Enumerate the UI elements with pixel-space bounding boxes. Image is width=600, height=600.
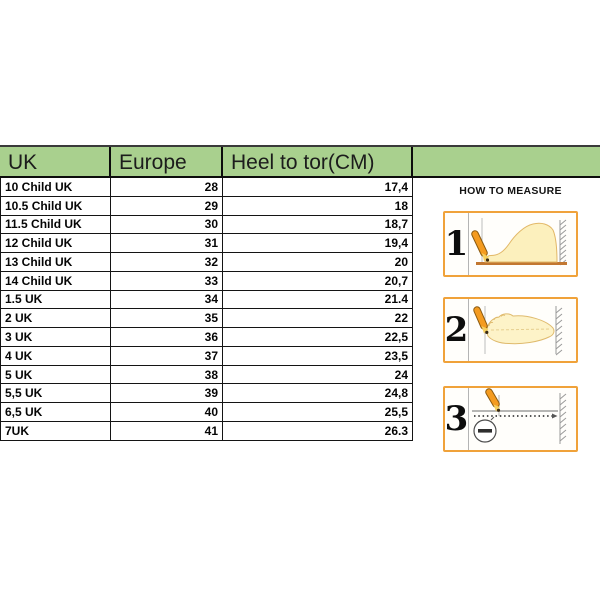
table-row <box>1 366 413 385</box>
table-row <box>1 216 413 235</box>
heel-length-cell: 22 <box>223 309 413 327</box>
ruler-measure-icon <box>469 388 576 450</box>
table-row <box>1 197 413 216</box>
size-table-body <box>0 178 413 441</box>
heel-length-cell: 18 <box>223 197 413 215</box>
europe-size-cell: 34 <box>111 291 223 309</box>
how-to-measure-title: HOW TO MEASURE <box>459 185 562 197</box>
europe-size-cell: 28 <box>111 178 223 196</box>
uk-size-cell: 1.5 UK <box>1 291 111 309</box>
uk-size-cell: 14 Child UK <box>1 272 111 290</box>
uk-size-cell: 11.5 Child UK <box>1 216 111 234</box>
pencil-icon <box>489 392 500 412</box>
table-row <box>1 384 413 403</box>
europe-size-cell: 30 <box>111 216 223 234</box>
step-number: 1 <box>445 213 469 275</box>
europe-size-cell: 36 <box>111 328 223 346</box>
europe-size-cell: 38 <box>111 366 223 384</box>
europe-size-cell: 31 <box>111 234 223 252</box>
uk-size-cell: 4 UK <box>1 347 111 365</box>
heel-length-cell: 23,5 <box>223 347 413 365</box>
heel-length-cell: 19,4 <box>223 234 413 252</box>
heel-length-cell: 18,7 <box>223 216 413 234</box>
heel-length-cell: 20,7 <box>223 272 413 290</box>
europe-size-cell: 41 <box>111 422 223 440</box>
measure-step-3-illustration <box>469 388 576 450</box>
heel-length-cell: 17,4 <box>223 178 413 196</box>
heel-length-cell: 20 <box>223 253 413 271</box>
measure-step-3-box <box>443 386 578 452</box>
header-heel-to-toe: Heel to tor(CM) <box>223 147 413 176</box>
table-row <box>1 328 413 347</box>
europe-size-cell: 37 <box>111 347 223 365</box>
uk-size-cell: 5 UK <box>1 366 111 384</box>
table-row <box>1 234 413 253</box>
foot-side-measure-icon <box>469 213 576 275</box>
table-row <box>1 178 413 197</box>
measure-step-2-box <box>443 297 578 363</box>
measure-step-1-box <box>443 211 578 277</box>
table-row <box>1 403 413 422</box>
header-europe: Europe <box>111 147 223 176</box>
heel-length-cell: 26.3 <box>223 422 413 440</box>
heel-length-cell: 21.4 <box>223 291 413 309</box>
uk-size-cell: 12 Child UK <box>1 234 111 252</box>
step-number: 2 <box>445 299 469 361</box>
size-table-header <box>0 145 600 178</box>
uk-size-cell: 6,5 UK <box>1 403 111 421</box>
header-filler-cell <box>413 147 600 176</box>
uk-size-cell: 10.5 Child UK <box>1 197 111 215</box>
table-row <box>1 347 413 366</box>
table-row <box>1 309 413 328</box>
table-row <box>1 291 413 310</box>
heel-length-cell: 24,8 <box>223 384 413 402</box>
measure-step-1-illustration <box>469 213 576 275</box>
foot-top-measure-icon <box>469 299 576 361</box>
uk-size-cell: 3 UK <box>1 328 111 346</box>
europe-size-cell: 40 <box>111 403 223 421</box>
europe-size-cell: 29 <box>111 197 223 215</box>
measure-step-2-illustration <box>469 299 576 361</box>
europe-size-cell: 32 <box>111 253 223 271</box>
heel-length-cell: 25,5 <box>223 403 413 421</box>
europe-size-cell: 39 <box>111 384 223 402</box>
uk-size-cell: 7UK <box>1 422 111 440</box>
europe-size-cell: 33 <box>111 272 223 290</box>
uk-size-cell: 2 UK <box>1 309 111 327</box>
table-row <box>1 422 413 441</box>
table-row <box>1 272 413 291</box>
table-row <box>1 253 413 272</box>
heel-length-cell: 22,5 <box>223 328 413 346</box>
step-number: 3 <box>445 388 469 450</box>
heel-length-cell: 24 <box>223 366 413 384</box>
europe-size-cell: 35 <box>111 309 223 327</box>
pencil-icon <box>477 310 489 334</box>
header-uk: UK <box>0 147 111 176</box>
uk-size-cell: 10 Child UK <box>1 178 111 196</box>
uk-size-cell: 5,5 UK <box>1 384 111 402</box>
uk-size-cell: 13 Child UK <box>1 253 111 271</box>
